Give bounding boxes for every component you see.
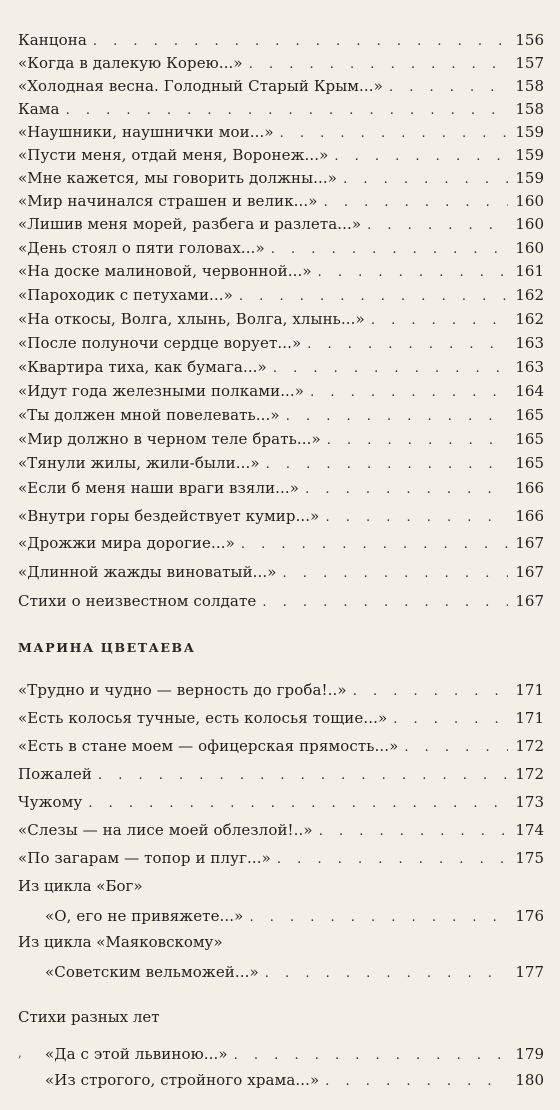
entry-title: «Наушники, наушнички мои...»	[18, 123, 274, 141]
leader-dots	[249, 906, 508, 930]
toc-entry	[18, 678, 544, 702]
leader-dots	[286, 405, 508, 429]
entry-title: «Ты должен мной повелевать...»	[18, 406, 280, 424]
toc-entry	[18, 212, 544, 236]
toc-entry	[18, 403, 544, 427]
leader-dots	[234, 1044, 508, 1068]
entry-title: «Есть в стане моем — офицерская прямость...»	[18, 737, 399, 755]
entry-page: 175	[515, 849, 544, 867]
toc-entry	[45, 960, 544, 984]
entry-page: 160	[515, 215, 544, 233]
entry-title: «По загарам — топор и плуг...»	[18, 849, 271, 867]
entry-title: «Длинной жажды виноватый...»	[18, 563, 277, 581]
leader-dots	[319, 820, 508, 844]
toc-entry	[18, 74, 544, 98]
entry-page: 176	[515, 907, 544, 925]
entry-title: «На откосы, Волга, хлынь, Волга, хлынь...»	[18, 310, 365, 328]
entry-page: 171	[515, 681, 544, 699]
toc-entry	[18, 706, 544, 730]
leader-dots	[371, 309, 508, 333]
toc-entry	[18, 734, 544, 758]
entry-title: «Идут года железными полками...»	[18, 382, 305, 400]
entry-title: «Пароходик с петухами...»	[18, 286, 233, 304]
toc-entry	[18, 307, 544, 331]
entry-page: 172	[515, 737, 544, 755]
toc-entry	[18, 451, 544, 475]
leader-dots	[88, 792, 508, 816]
toc-entry	[18, 28, 544, 52]
entry-page: 158	[515, 77, 544, 95]
toc-entry	[18, 51, 544, 75]
leader-dots	[283, 562, 508, 586]
entry-page: 171	[515, 709, 544, 727]
toc-entry	[18, 259, 544, 283]
toc-entry	[18, 189, 544, 213]
entry-title: «День стоял о пяти головах...»	[18, 239, 265, 257]
section-author-heading: МАРИНА ЦВЕТАЕВА	[18, 640, 196, 655]
entry-page: 165	[515, 406, 544, 424]
leader-dots	[367, 214, 508, 238]
toc-entry	[18, 531, 544, 555]
entry-page: 167	[515, 592, 544, 610]
toc-entry	[18, 379, 544, 403]
entry-page: 166	[515, 507, 544, 525]
toc-entry	[18, 236, 544, 260]
entry-title: «Пусти меня, отдай меня, Воронеж...»	[18, 146, 329, 164]
leader-dots	[310, 381, 508, 405]
toc-entry	[18, 846, 544, 870]
toc-entry	[18, 427, 544, 451]
various-years-heading: Стихи разных лет	[18, 1008, 160, 1026]
entry-page: 174	[515, 821, 544, 839]
entry-page: 167	[515, 534, 544, 552]
toc-entry	[18, 120, 544, 144]
entry-title: «Да с этой львиною...»	[45, 1045, 228, 1063]
leader-dots	[318, 261, 508, 285]
toc-entry	[18, 790, 544, 814]
entry-title: «Есть колосья тучные, есть колосья тощие...»	[18, 709, 388, 727]
toc-entry	[18, 476, 544, 500]
toc-entry	[18, 504, 544, 528]
toc-entry	[18, 331, 544, 355]
entry-page: 159	[515, 123, 544, 141]
stray-print-mark: ,	[18, 1046, 22, 1060]
entry-page: 173	[515, 793, 544, 811]
toc-entry	[45, 1068, 544, 1092]
cycle-heading-god: Из цикла «Бог»	[18, 877, 143, 895]
entry-title: «Квартира тиха, как бумага...»	[18, 358, 267, 376]
entry-title: «О, его не привяжете...»	[45, 907, 244, 925]
entry-page: 156	[515, 31, 544, 49]
leader-dots	[98, 764, 508, 788]
entry-title: Канцона	[18, 31, 87, 49]
entry-page: 160	[515, 239, 544, 257]
leader-dots	[241, 533, 508, 557]
entry-page: 161	[515, 262, 544, 280]
entry-title: Стихи о неизвестном солдате	[18, 592, 257, 610]
leader-dots	[325, 506, 508, 530]
entry-title: «Дрожжи мира дорогие...»	[18, 534, 235, 552]
entry-page: 166	[515, 479, 544, 497]
leader-dots	[265, 962, 508, 986]
leader-dots	[262, 591, 508, 615]
entry-page: 172	[515, 765, 544, 783]
entry-title: «Когда в далекую Корею...»	[18, 54, 243, 72]
toc-entry	[18, 283, 544, 307]
entry-page: 163	[515, 334, 544, 352]
leader-dots	[239, 285, 508, 309]
leader-dots	[273, 357, 508, 381]
entry-title: «Холодная весна. Голодный Старый Крым...»	[18, 77, 383, 95]
entry-page: 162	[515, 310, 544, 328]
leader-dots	[277, 848, 508, 872]
entry-title: «Тянули жилы, жили-были...»	[18, 454, 260, 472]
leader-dots	[393, 708, 508, 732]
toc-entry	[18, 97, 544, 121]
leader-dots	[325, 1070, 508, 1094]
toc-entry	[18, 560, 544, 584]
leader-dots	[353, 680, 508, 704]
entry-title: Пожалей	[18, 765, 92, 783]
toc-entry	[45, 904, 544, 928]
entry-page: 159	[515, 169, 544, 187]
entry-page: 179	[515, 1045, 544, 1063]
entry-page: 158	[515, 100, 544, 118]
toc-entry	[18, 143, 544, 167]
entry-page: 164	[515, 382, 544, 400]
entry-page: 162	[515, 286, 544, 304]
entry-page: 165	[515, 454, 544, 472]
entry-title: «Мир должно в черном теле брать...»	[18, 430, 321, 448]
leader-dots	[307, 333, 508, 357]
entry-page: 160	[515, 192, 544, 210]
entry-title: «Слезы — на лисе моей облезлой!..»	[18, 821, 313, 839]
leader-dots	[327, 429, 508, 453]
cycle-heading-mayakovsky: Из цикла «Маяковскому»	[18, 933, 223, 951]
entry-title: «Трудно и чудно — верность до гроба!..»	[18, 681, 347, 699]
toc-entry	[18, 355, 544, 379]
entry-title: «Мир начинался страшен и велик...»	[18, 192, 318, 210]
toc-entry	[18, 166, 544, 190]
entry-title: «Если б меня наши враги взяли...»	[18, 479, 300, 497]
toc-entry	[18, 589, 544, 613]
entry-page: 163	[515, 358, 544, 376]
entry-title: Кама	[18, 100, 60, 118]
entry-page: 165	[515, 430, 544, 448]
entry-title: «Из строгого, стройного храма...»	[45, 1071, 320, 1089]
toc-entry	[45, 1042, 544, 1066]
entry-page: 159	[515, 146, 544, 164]
entry-title: «Внутри горы бездействует кумир...»	[18, 507, 320, 525]
entry-title: «Советским вельможей...»	[45, 963, 259, 981]
entry-title: «На доске малиновой, червонной...»	[18, 262, 312, 280]
leader-dots	[305, 478, 508, 502]
entry-page: 157	[515, 54, 544, 72]
entry-page: 180	[515, 1071, 544, 1089]
entry-title: «Лишив меня морей, разбега и разлета...»	[18, 215, 362, 233]
leader-dots	[404, 736, 508, 760]
entry-title: «Мне кажется, мы говорить должны...»	[18, 169, 338, 187]
entry-title: Чужому	[18, 793, 83, 811]
entry-title: «После полуночи сердце ворует...»	[18, 334, 302, 352]
toc-entry	[18, 762, 544, 786]
entry-page: 177	[515, 963, 544, 981]
leader-dots	[266, 453, 508, 477]
entry-page: 167	[515, 563, 544, 581]
toc-entry	[18, 818, 544, 842]
